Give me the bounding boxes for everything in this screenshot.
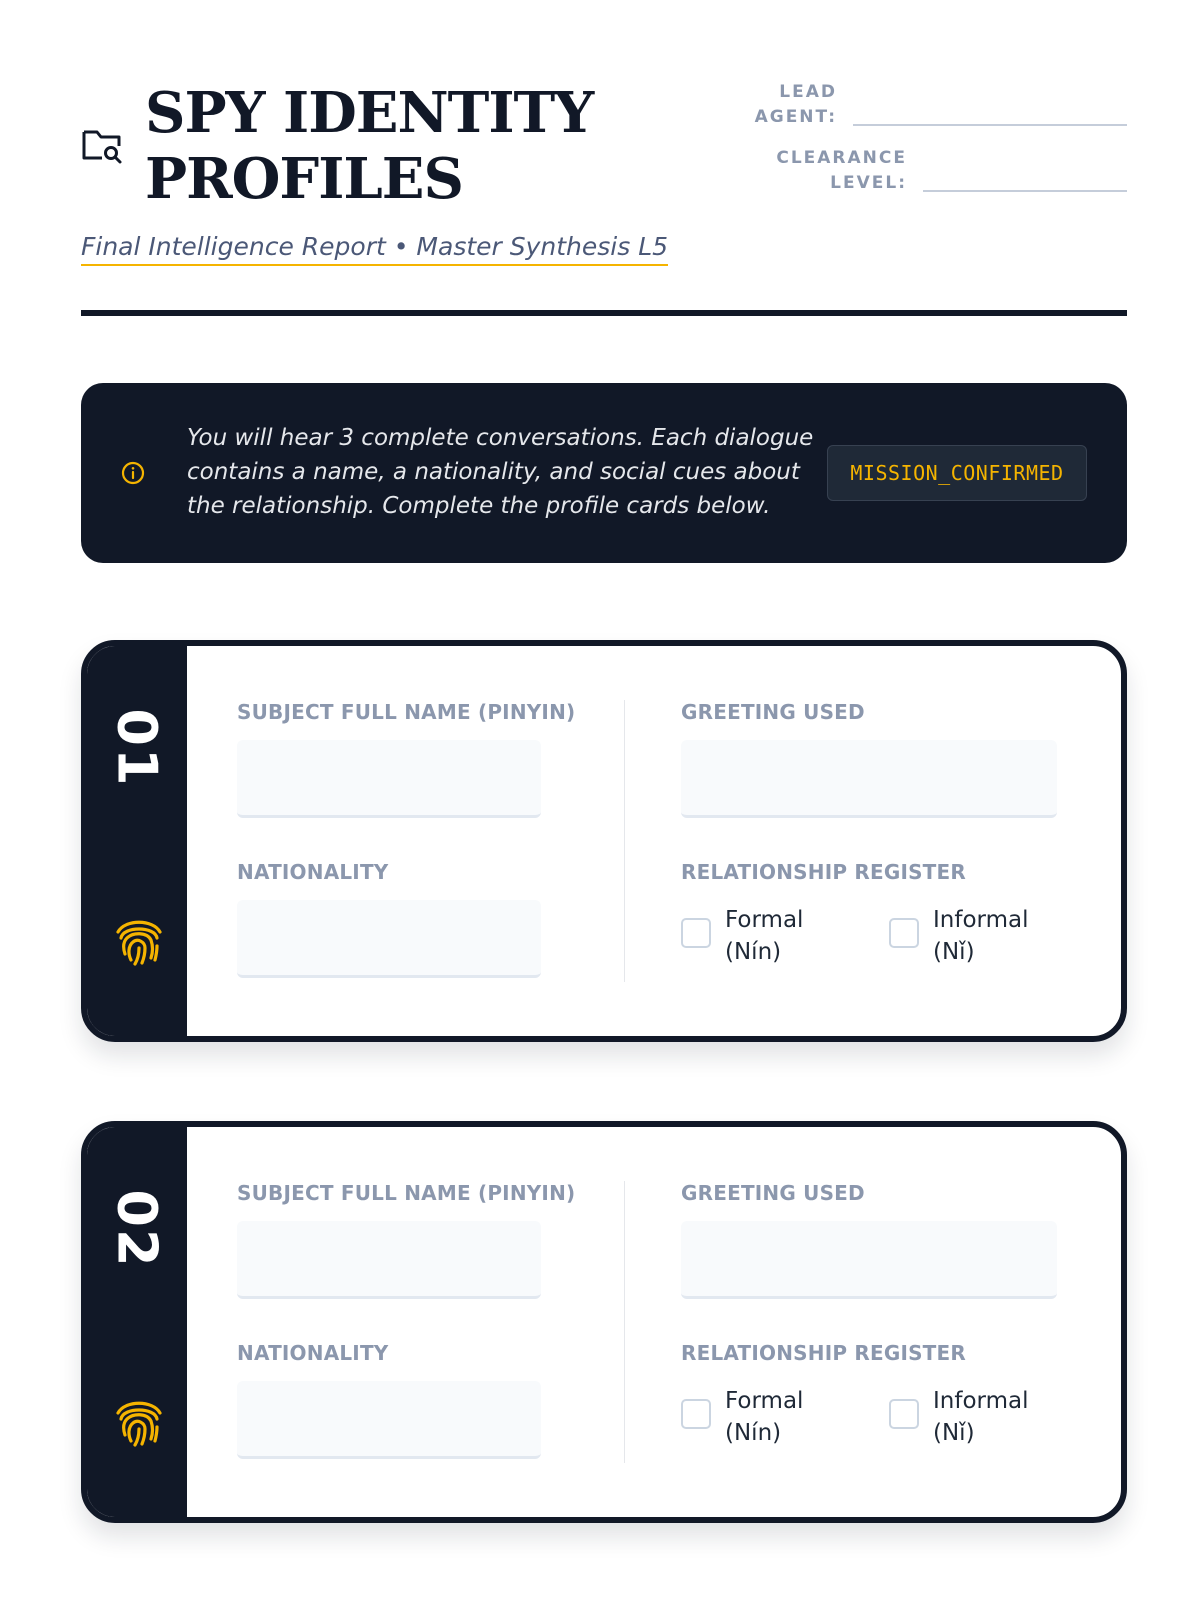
greeting-input[interactable] — [681, 1221, 1057, 1299]
clearance-label: CLEARANCE LEVEL: — [776, 148, 907, 193]
clearance-field[interactable] — [923, 190, 1127, 192]
page-title: SPY IDENTITY PROFILES — [145, 80, 594, 212]
clearance-row — [776, 146, 1127, 196]
subject-name-input[interactable] — [237, 740, 541, 818]
folder-search-icon — [81, 124, 123, 166]
nationality-input[interactable] — [237, 900, 541, 978]
greeting-label: GREETING USED — [681, 1181, 865, 1205]
card-number: 01 — [105, 708, 169, 788]
fingerprint-icon — [113, 916, 165, 968]
nationality-label: NATIONALITY — [237, 860, 389, 884]
lead-agent-field[interactable] — [853, 124, 1127, 126]
greeting-input[interactable] — [681, 740, 1057, 818]
subject-name-label: SUBJECT FULL NAME (PINYIN) — [237, 700, 576, 724]
informal-checkbox[interactable] — [889, 1399, 919, 1429]
mission-status-badge: MISSION_CONFIRMED — [827, 445, 1087, 501]
card-divider — [624, 1181, 625, 1463]
formal-checkbox[interactable] — [681, 918, 711, 948]
nationality-label: NATIONALITY — [237, 1341, 389, 1365]
lead-agent-label: LEAD AGENT: — [754, 82, 837, 127]
informal-option[interactable] — [889, 904, 1043, 968]
formal-option[interactable] — [681, 904, 835, 968]
page-header — [81, 80, 1127, 340]
fingerprint-icon — [113, 1397, 165, 1449]
card-sidebar — [87, 646, 187, 1036]
formal-checkbox[interactable] — [681, 1399, 711, 1429]
formal-label: Formal (Nín) — [725, 1388, 804, 1446]
informal-checkbox[interactable] — [889, 918, 919, 948]
informal-label: Informal (Nǐ) — [933, 907, 1029, 965]
profile-card-2 — [81, 1121, 1127, 1523]
page-subtitle: Final Intelligence Report • Master Synthesis L5 — [81, 232, 668, 266]
formal-option[interactable] — [681, 1385, 835, 1449]
card-divider — [624, 700, 625, 982]
nationality-input[interactable] — [237, 1381, 541, 1459]
formal-label: Formal (Nín) — [725, 907, 804, 965]
card-number: 02 — [105, 1189, 169, 1269]
mission-banner — [81, 383, 1127, 563]
header-divider — [81, 310, 1127, 316]
subject-name-input[interactable] — [237, 1221, 541, 1299]
card-sidebar — [87, 1127, 187, 1517]
subject-name-label: SUBJECT FULL NAME (PINYIN) — [237, 1181, 576, 1205]
info-icon — [121, 461, 145, 485]
informal-label: Informal (Nǐ) — [933, 1388, 1029, 1446]
register-label: RELATIONSHIP REGISTER — [681, 1341, 966, 1365]
register-label: RELATIONSHIP REGISTER — [681, 860, 966, 884]
lead-agent-row — [755, 80, 1127, 130]
profile-card-1 — [81, 640, 1127, 1042]
greeting-label: GREETING USED — [681, 700, 865, 724]
informal-option[interactable] — [889, 1385, 1043, 1449]
banner-instructions: You will hear 3 complete conversations. Each dialogue contains a name, a nationality, and social cues about the relationship. Complete the profile cards below. — [187, 425, 814, 519]
